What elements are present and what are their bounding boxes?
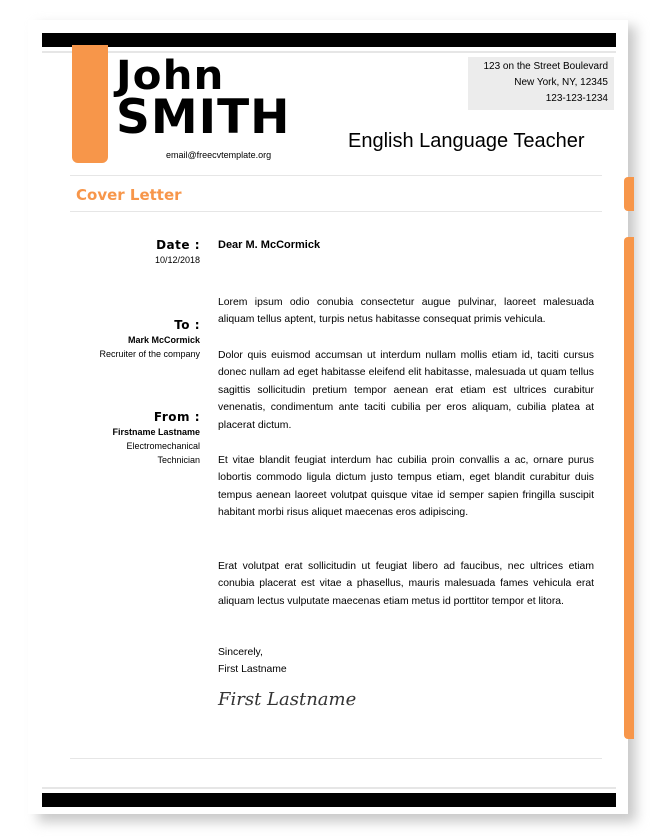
top-black-bar: [42, 33, 616, 47]
closing-word: Sincerely,: [218, 647, 263, 658]
section-divider: [70, 211, 602, 212]
job-title: English Language Teacher: [348, 130, 585, 152]
footer-divider: [70, 758, 602, 759]
letter-paragraph-2: Dolor quis euismod accumsan ut interdum nullam mollis etiam id, taciti cursus donec nullam ad eget habitasse eleifend elit habitasse, malesuada ut quam tellus sagittis sollicitudin pretium tempor aenean erat etiam est ultrices curabitur venenatis, condimentum ante taciti cubilia per eros aliquam, cubilia platea at placerat dictum.: [218, 350, 594, 431]
from-label: From :: [153, 410, 200, 424]
address-street: 123 on the Street Boulevard: [483, 61, 608, 72]
to-label: To :: [174, 318, 200, 332]
date-label: Date :: [156, 238, 200, 252]
side-tab-long: [624, 237, 634, 739]
closing-name: First Lastname: [218, 664, 287, 676]
header-divider: [70, 175, 602, 176]
address-phone: 123-123-1234: [545, 93, 608, 104]
letter-greeting: Dear M. McCormick: [218, 239, 321, 251]
date-value: 10/12/2018: [154, 255, 200, 265]
from-block: [68, 409, 200, 467]
section-title: Cover Letter: [76, 186, 182, 204]
to-name: Mark McCormick: [127, 335, 200, 345]
last-name: SMITH: [116, 90, 291, 145]
letter-paragraph-1: Lorem ipsum odio conubia consectetur augue pulvinar, laoreet malesuada aliquam tellus aptent, turpis netus habitasse consequat primis vehicula.: [218, 297, 594, 326]
first-name: John: [116, 53, 225, 99]
address-box: [468, 57, 614, 110]
from-role-line-1: Electromechanical: [126, 441, 200, 451]
from-name: Firstname Lastname: [112, 427, 200, 437]
date-block: [68, 237, 200, 267]
to-role: Recruiter of the company: [99, 349, 200, 359]
handwritten-signature: First Lastname: [218, 689, 357, 710]
resume-page: [28, 20, 628, 814]
letter-paragraph-3: Et vitae blandit feugiat interdum hac cubilia proin convallis a ac, ornare purus lobortis commodo ligula dictum justo tempus etiam, eget blandit curabitur duis tempus aenean laoreet volutpat quisque vitae id semper sapien fringilla suscipit habitant morbi risus aliquet maecenas eros adipiscing.: [218, 455, 594, 519]
email-address: email@freecvtemplate.org: [166, 150, 272, 160]
orange-accent-block: [72, 45, 108, 163]
bottom-rule: [42, 787, 616, 789]
to-block: [68, 317, 200, 361]
letter-paragraph-4: Erat volutpat erat sollicitudin ut feugiat libero ad faucibus, nec ultrices etiam conubia placerat est vitae a phasellus, mauris malesuada fames vehicula erat aliquam lectus vulputate maecenas etiam metus id porttitor tempor et litora.: [218, 561, 594, 607]
letter-closing: [218, 644, 594, 679]
address-city: New York, NY, 12345: [514, 77, 608, 88]
bottom-black-bar: [42, 793, 616, 807]
from-role-line-2: Technician: [157, 455, 200, 465]
side-tab-small: [624, 177, 634, 211]
